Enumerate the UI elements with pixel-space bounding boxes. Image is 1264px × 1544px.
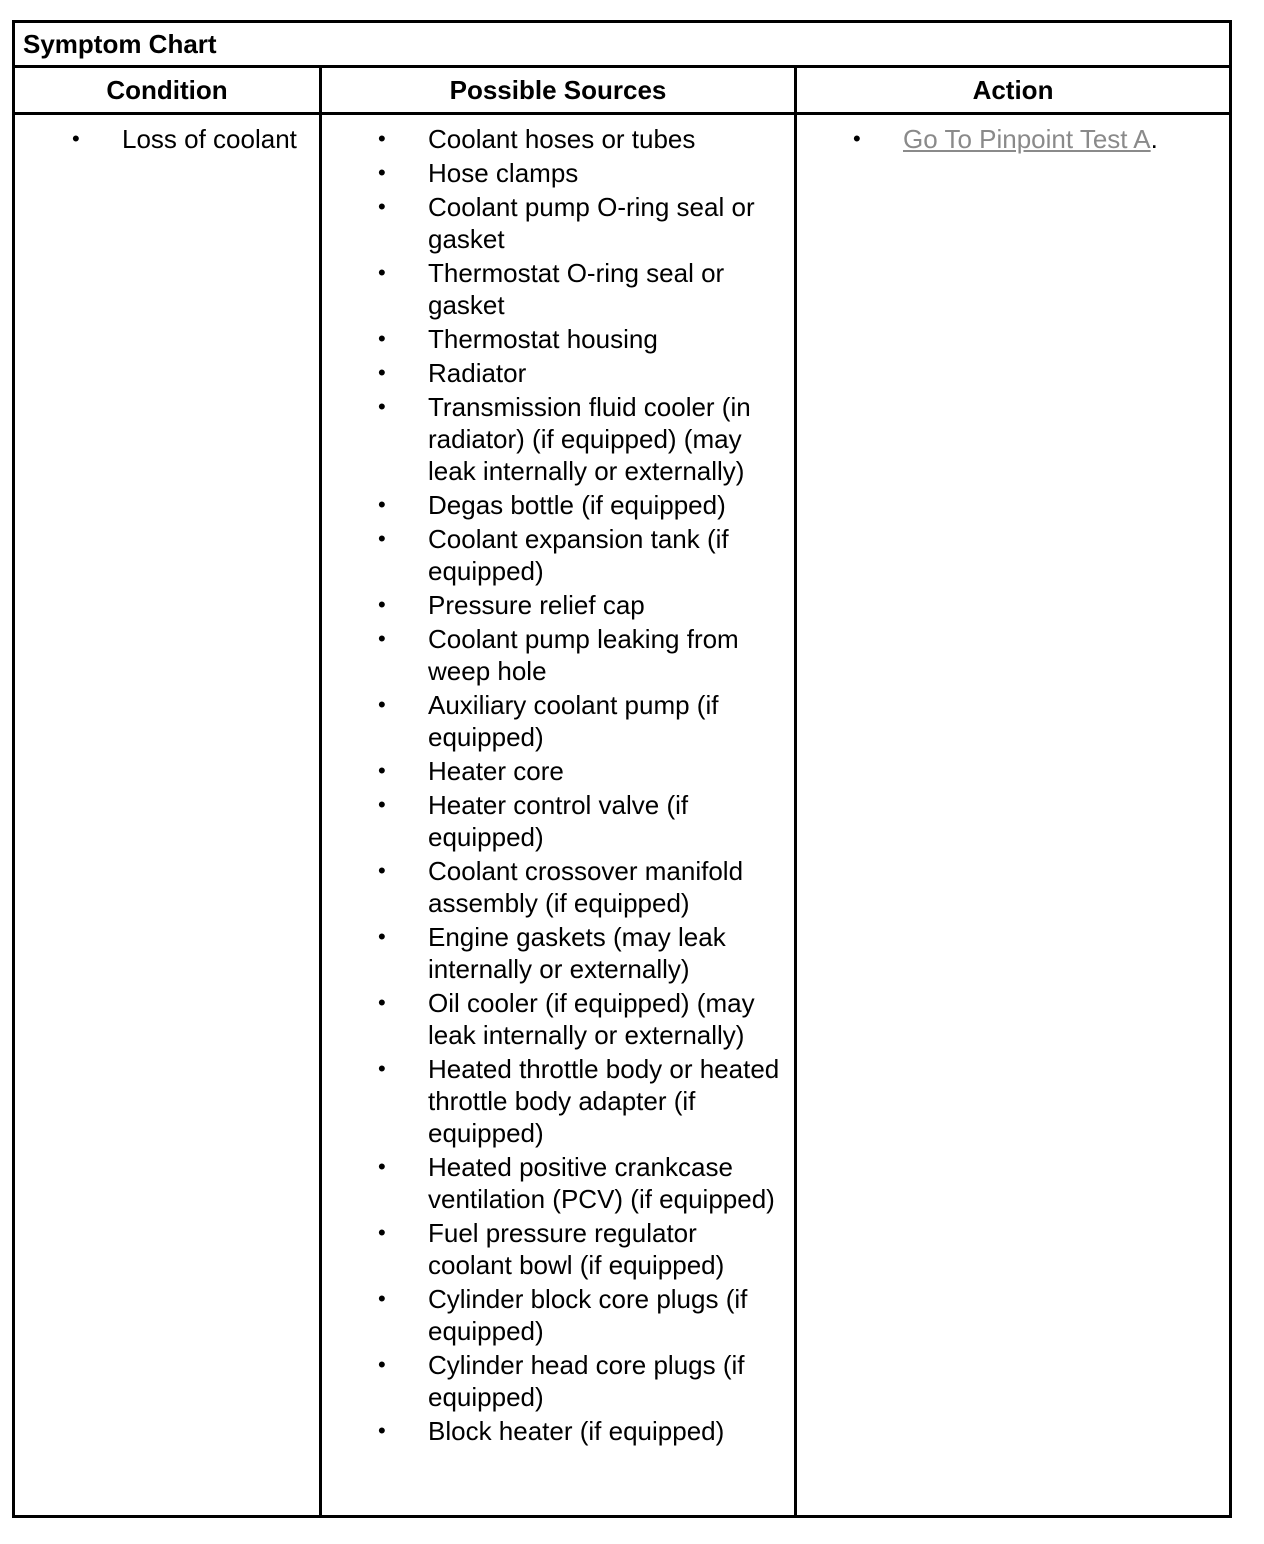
header-possible-sources: Possible Sources — [321, 67, 796, 114]
source-item-text: Coolant pump O-ring seal or gasket — [428, 192, 755, 254]
source-item-text: Hose clamps — [428, 158, 579, 188]
possible-sources-list — [322, 115, 794, 1447]
bullet-icon: • — [378, 1154, 386, 1179]
pinpoint-test-a-link[interactable]: Go To Pinpoint Test A — [903, 124, 1151, 154]
bullet-icon: • — [853, 126, 861, 151]
bullet-icon: • — [378, 360, 386, 385]
source-item-text: Heated positive crankcase ventilation (PCV) (if equipped) — [428, 1152, 775, 1214]
source-item — [322, 987, 794, 1051]
source-item-text: Block heater (if equipped) — [428, 1416, 725, 1446]
source-item-text: Thermostat housing — [428, 324, 658, 354]
bullet-icon: • — [378, 1286, 386, 1311]
source-item — [322, 1053, 794, 1149]
source-item-text: Cylinder block core plugs (if equipped) — [428, 1284, 748, 1346]
source-item-text: Engine gaskets (may leak internally or externally) — [428, 922, 726, 984]
source-item — [322, 921, 794, 985]
source-item — [322, 1283, 794, 1347]
source-item — [322, 123, 794, 155]
bullet-icon: • — [378, 1056, 386, 1081]
bullet-icon: • — [378, 160, 386, 185]
source-item-text: Coolant pump leaking from weep hole — [428, 624, 739, 686]
bullet-icon: • — [378, 260, 386, 285]
source-item — [322, 589, 794, 621]
source-item-text: Fuel pressure regulator coolant bowl (if equipped) — [428, 1218, 725, 1280]
bullet-icon: • — [378, 758, 386, 783]
source-item-text: Heater core — [428, 756, 564, 786]
source-item — [322, 789, 794, 853]
bullet-icon: • — [378, 592, 386, 617]
source-item — [322, 157, 794, 189]
bullet-icon: • — [378, 1352, 386, 1377]
source-item-text: Radiator — [428, 358, 527, 388]
source-item — [322, 689, 794, 753]
header-condition: Condition — [14, 67, 321, 114]
source-item-text: Thermostat O-ring seal or gasket — [428, 258, 725, 320]
source-item — [322, 1349, 794, 1413]
condition-list — [15, 115, 319, 155]
source-item-text: Coolant expansion tank (if equipped) — [428, 524, 729, 586]
source-item — [322, 855, 794, 919]
source-item — [322, 489, 794, 521]
source-item — [322, 523, 794, 587]
source-item — [322, 755, 794, 787]
source-item — [322, 623, 794, 687]
source-item — [322, 323, 794, 355]
bullet-icon: • — [378, 394, 386, 419]
source-item-text: Auxiliary coolant pump (if equipped) — [428, 690, 719, 752]
source-item-text: Heated throttle body or heated throttle body adapter (if equipped) — [428, 1054, 780, 1148]
bullet-icon: • — [378, 626, 386, 651]
bullet-icon: • — [378, 858, 386, 883]
bullet-icon: • — [378, 526, 386, 551]
source-item-text: Coolant crossover manifold assembly (if equipped) — [428, 856, 744, 918]
source-item — [322, 1415, 794, 1447]
bullet-icon: • — [378, 326, 386, 351]
source-item-text: Cylinder head core plugs (if equipped) — [428, 1350, 745, 1412]
source-item — [322, 357, 794, 389]
source-item — [322, 391, 794, 487]
source-item-text: Coolant hoses or tubes — [428, 124, 696, 154]
bullet-icon: • — [378, 792, 386, 817]
bullet-icon: • — [378, 1220, 386, 1245]
action-list — [797, 115, 1229, 155]
condition-cell — [14, 114, 321, 1517]
source-item-text: Degas bottle (if equipped) — [428, 490, 726, 520]
source-item — [322, 191, 794, 255]
source-item-text: Transmission fluid cooler (in radiator) (if equipped) (may leak internally or externally) — [428, 392, 751, 486]
possible-sources-cell — [321, 114, 796, 1517]
bullet-icon: • — [72, 126, 80, 151]
action-suffix: . — [1150, 124, 1158, 154]
source-item — [322, 1151, 794, 1215]
source-item — [322, 257, 794, 321]
chart-title: Symptom Chart — [14, 22, 1231, 67]
bullet-icon: • — [378, 990, 386, 1015]
condition-item-text: Loss of coolant — [122, 124, 297, 154]
bullet-icon: • — [378, 126, 386, 151]
condition-item — [15, 123, 319, 155]
source-item-text: Pressure relief cap — [428, 590, 645, 620]
header-action: Action — [796, 67, 1231, 114]
symptom-chart-table — [12, 20, 1232, 1518]
bullet-icon: • — [378, 692, 386, 717]
action-cell — [796, 114, 1231, 1517]
bullet-icon: • — [378, 492, 386, 517]
bullet-icon: • — [378, 194, 386, 219]
source-item-text: Heater control valve (if equipped) — [428, 790, 689, 852]
bullet-icon: • — [378, 924, 386, 949]
source-item — [322, 1217, 794, 1281]
source-item-text: Oil cooler (if equipped) (may leak internally or externally) — [428, 988, 755, 1050]
bullet-icon: • — [378, 1418, 386, 1443]
action-item — [797, 123, 1229, 155]
